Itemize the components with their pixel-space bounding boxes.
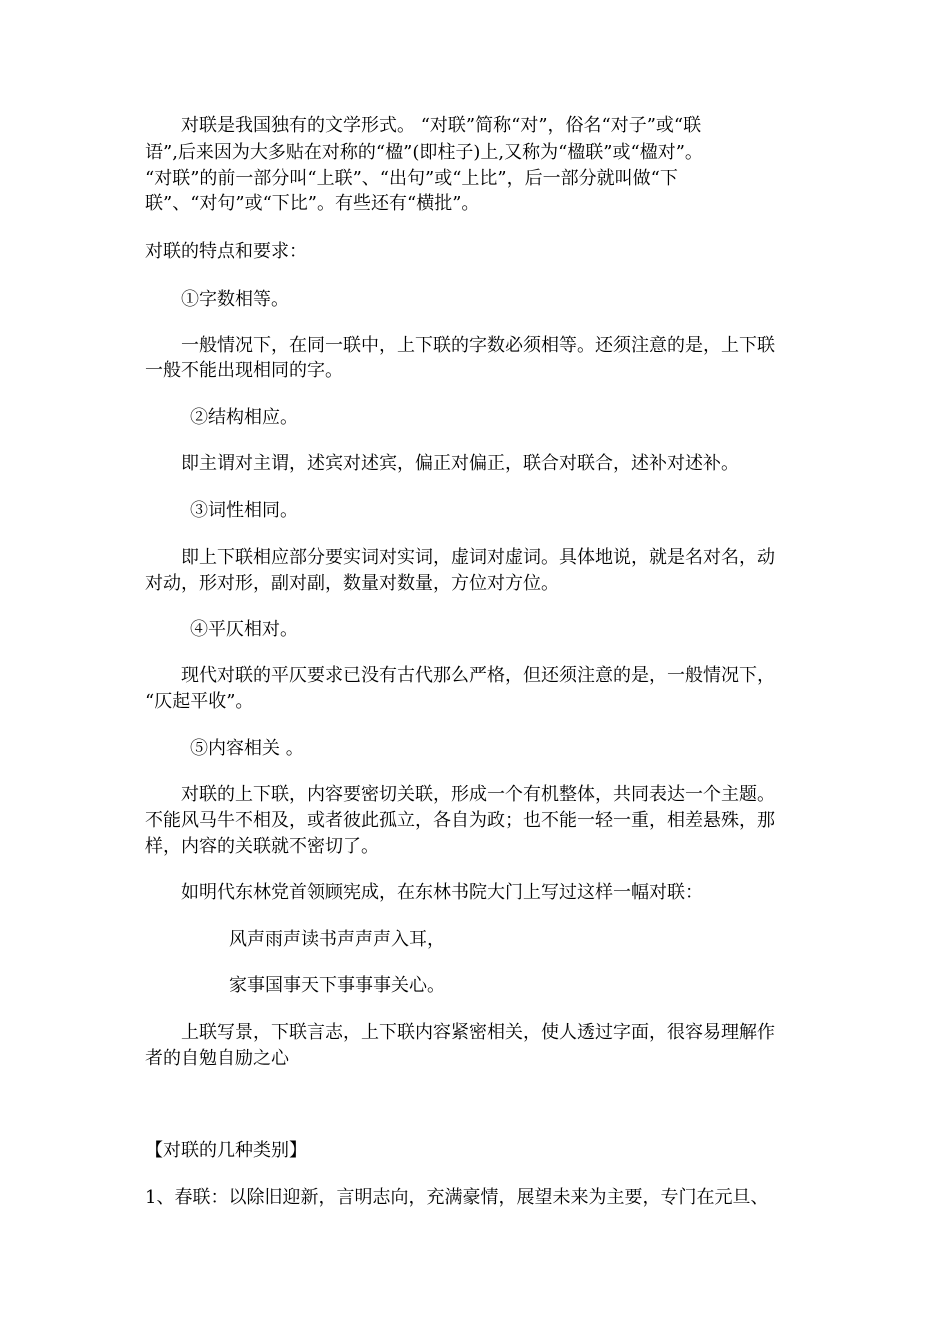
point-3-line-2: 对动，形对形，副对副，数量对数量，方位对方位。 xyxy=(145,573,559,594)
point-2-title: ②结构相应。 xyxy=(190,407,298,428)
example-intro: 如明代东林党首领顾宪成，在东林书院大门上写过这样一幅对联： xyxy=(181,882,703,903)
point-4-line-1: 现代对联的平仄要求已没有古代那么严格，但还须注意的是，一般情况下， xyxy=(181,665,775,686)
point-2-line-1: 即主谓对主谓，述宾对述宾，偏正对偏正，联合对联合，述补对述补。 xyxy=(181,453,739,474)
example-explain-line-1: 上联写景，下联言志，上下联内容紧密相关，使人透过字面，很容易理解作 xyxy=(181,1022,775,1043)
intro-line-3: “对联”的前一部分叫“上联”、“出句”或“上比”，后一部分就叫做“下 xyxy=(145,168,678,189)
point-3-line-1: 即上下联相应部分要实词对实词，虚词对虚词。具体地说，就是名对名，动 xyxy=(181,547,775,568)
intro-line-1: 对联是我国独有的文学形式。 “对联”简称“对”，俗名“对子”或“联 xyxy=(181,115,702,136)
categories-heading: 【对联的几种类别】 xyxy=(145,1140,307,1161)
example-explain-line-2: 者的自勉自励之心 xyxy=(145,1048,289,1069)
couplet-lower: 家事国事天下事事事关心。 xyxy=(229,975,445,996)
features-heading: 对联的特点和要求： xyxy=(145,241,307,262)
point-4-line-2: “仄起平收”。 xyxy=(145,691,254,712)
point-1-line-2: 一般不能出现相同的字。 xyxy=(145,360,343,381)
point-5-title: ⑤内容相关 。 xyxy=(190,738,304,759)
intro-line-4: 联”、“对句”或“下比”。有些还有“横批”。 xyxy=(145,193,480,214)
point-1-line-1: 一般情况下，在同一联中，上下联的字数必须相等。还须注意的是，上下联 xyxy=(181,335,775,356)
point-5-line-1: 对联的上下联，内容要密切关联，形成一个有机整体，共同表达一个主题。 xyxy=(181,784,775,805)
point-1-title: ①字数相等。 xyxy=(181,289,289,310)
category-1-line-1: 1、春联：以除旧迎新，言明志向，充满豪情，展望未来为主要，专门在元旦、 xyxy=(145,1187,769,1208)
point-5-line-2: 不能风马牛不相及，或者彼此孤立，各自为政；也不能一轻一重，相差悬殊，那 xyxy=(145,810,775,831)
couplet-upper: 风声雨声读书声声声入耳， xyxy=(229,929,445,950)
point-3-title: ③词性相同。 xyxy=(190,500,298,521)
intro-line-2: 语”,后来因为大多贴在对称的“楹”(即柱子)上,又称为“楹联”或“楹对”。 xyxy=(145,142,703,163)
point-4-title: ④平仄相对。 xyxy=(190,619,298,640)
point-5-line-3: 样，内容的关联就不密切了。 xyxy=(145,836,379,857)
